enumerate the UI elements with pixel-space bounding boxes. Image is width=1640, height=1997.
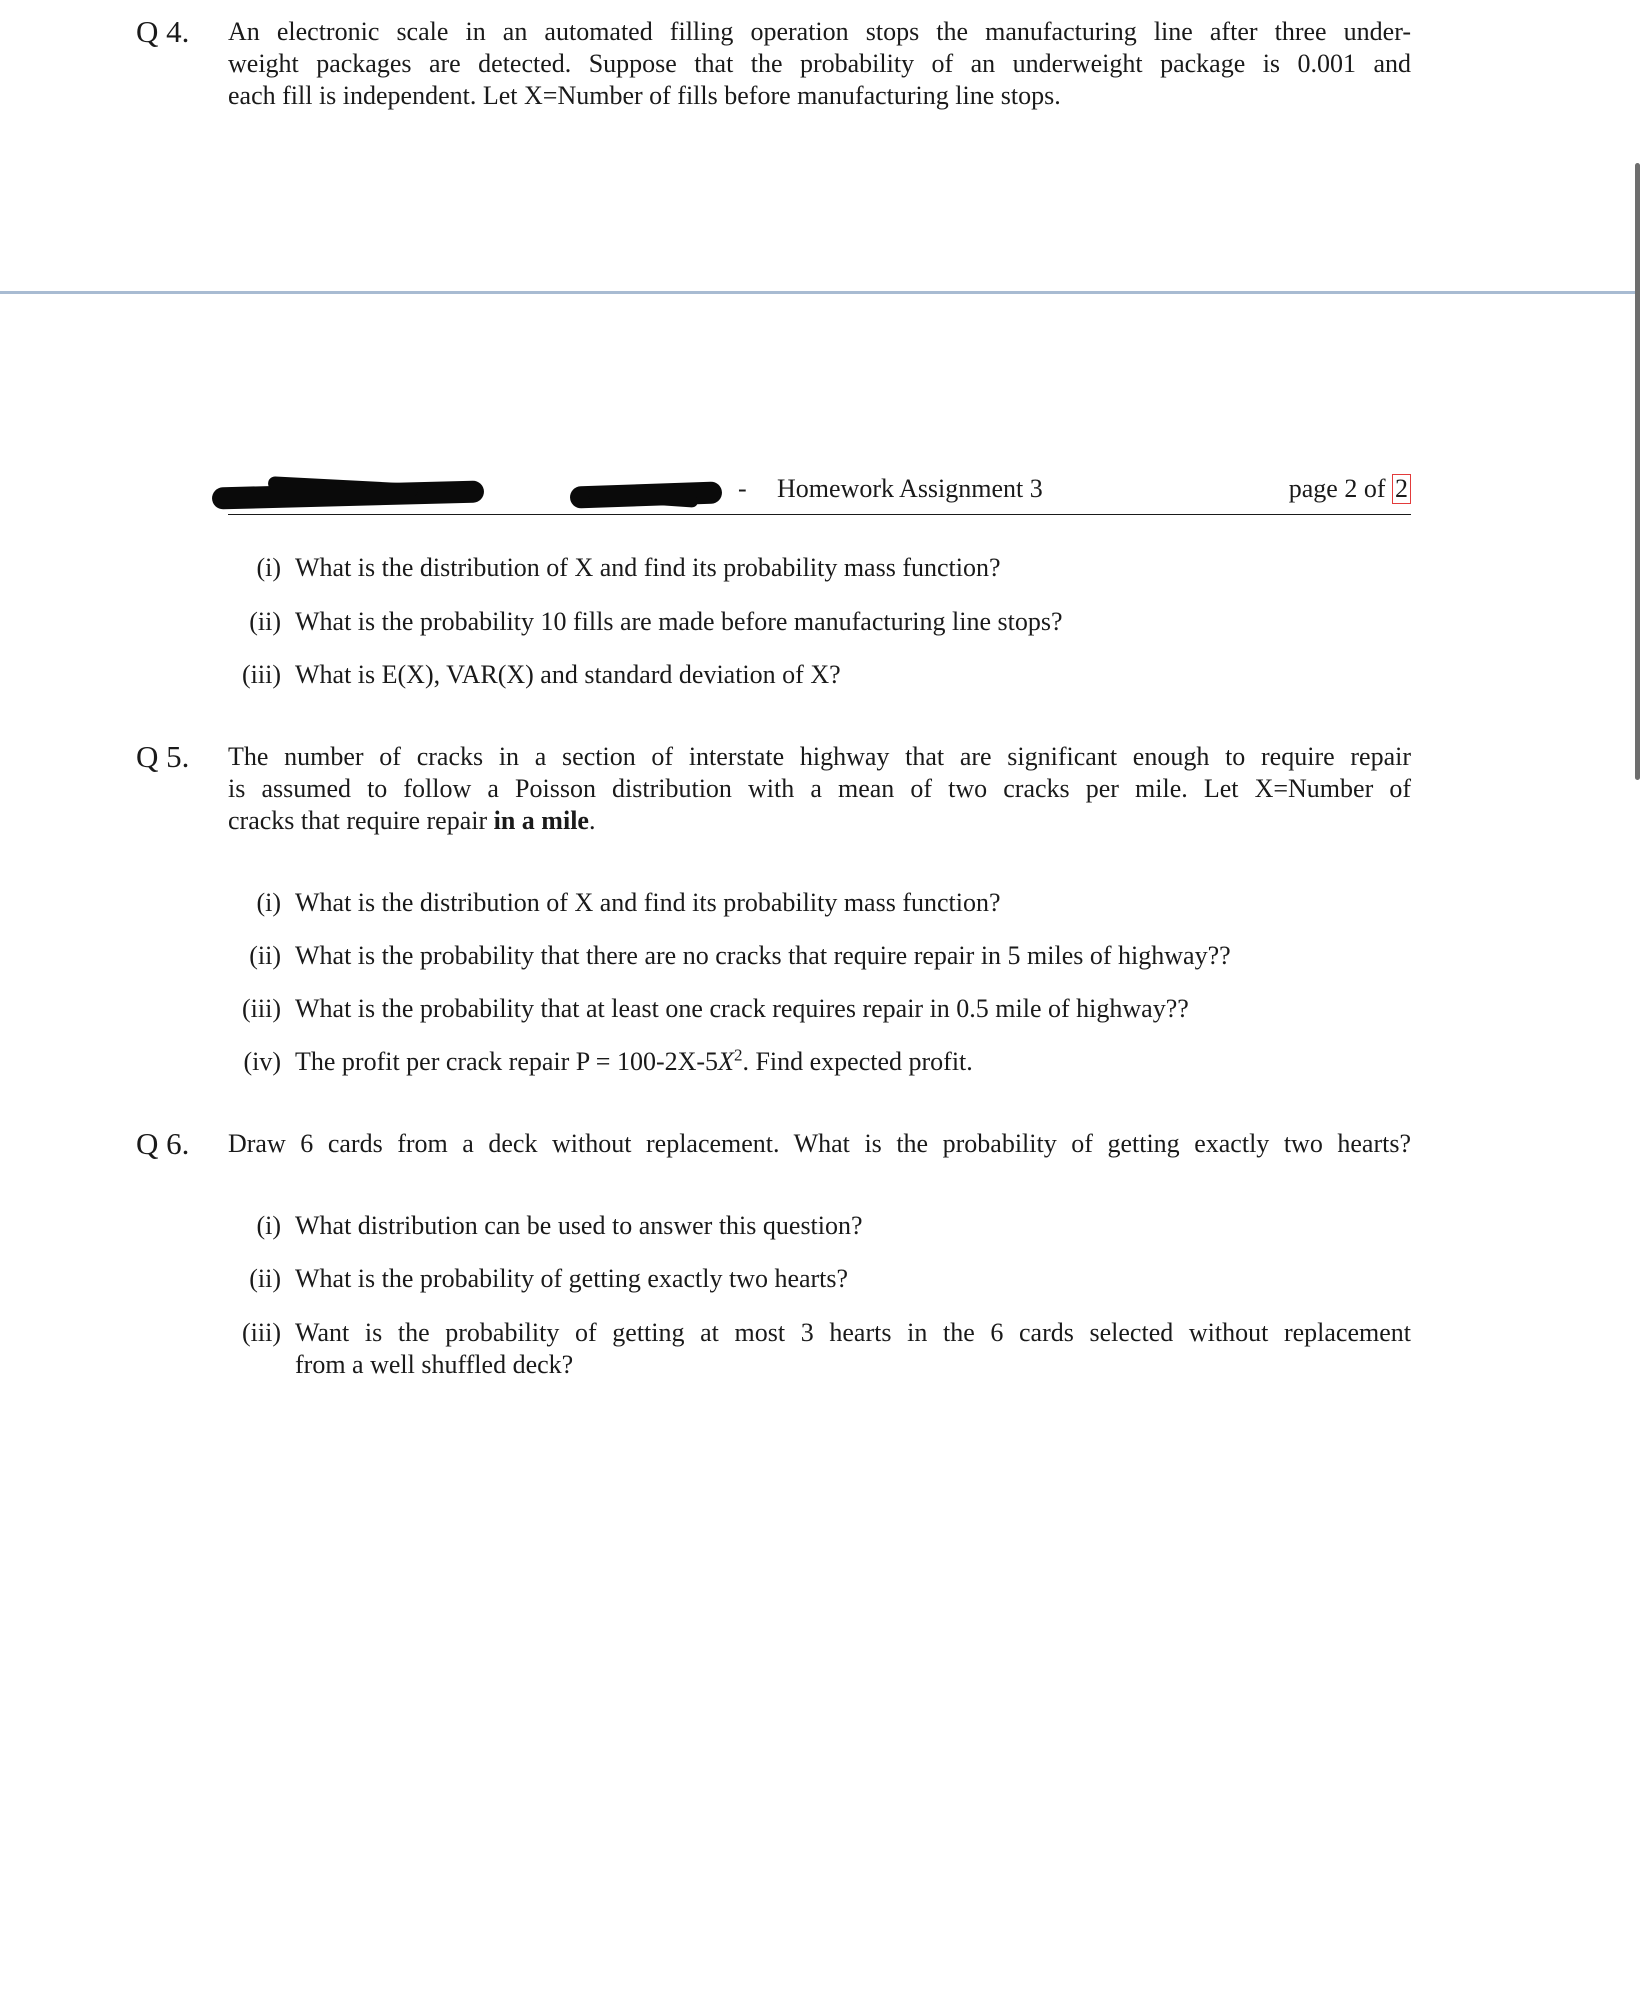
subpart-text: What distribution can be used to answer this question? [295, 1211, 863, 1240]
question-5-label: Q 5. [136, 739, 190, 774]
subpart-text [295, 1046, 1411, 1078]
subpart-text: What is the distribution of X and find its probability mass function? [295, 553, 1001, 582]
subpart-number: (ii) [249, 607, 281, 636]
question-6-label: Q 6. [136, 1126, 190, 1161]
subpart-number: (i) [256, 553, 281, 582]
question-6-text: Draw 6 cards from a deck without replacement. What is the probability of getting exactly two hearts? [228, 1129, 1411, 1158]
profit-formula-variable: X [718, 1047, 734, 1076]
subpart-text-line-1: Want is the probability of getting at most 3 hearts in the 6 cards selected without replacement [295, 1318, 1411, 1347]
subpart-text: What is the distribution of X and find its probability mass function? [295, 888, 1001, 917]
question-4-label: Q 4. [136, 14, 190, 49]
subpart-text: What is the probability that at least one crack requires repair in 0.5 mile of highway?? [295, 994, 1189, 1023]
question-5-line-2: is assumed to follow a Poisson distribution with a mean of two cracks per mile. Let X=Number of [228, 774, 1411, 803]
page-total-link[interactable]: 2 [1392, 474, 1411, 504]
profit-formula-exponent: 2 [733, 1045, 743, 1065]
subpart-number: (iv) [243, 1047, 281, 1076]
subpart-text: What is the probability of getting exactly two hearts? [295, 1264, 849, 1293]
header-dash: - [738, 474, 747, 503]
subpart-text: What is the probability 10 fills are made before manufacturing line stops? [295, 607, 1063, 636]
question-5-emphasis: in a mile [493, 806, 589, 835]
subpart-number: (iii) [242, 1318, 281, 1347]
question-4-line-3: each fill is independent. Let X=Number of fills before manufacturing line stops. [228, 81, 1061, 110]
question-4-line-2: weight packages are detected. Suppose that the probability of an underweight package is 0.001 and [228, 49, 1411, 78]
question-5-text [228, 741, 1411, 837]
page-break-divider [0, 291, 1640, 294]
question-5-line-3-end: . [588, 806, 596, 835]
subpart-number: (i) [256, 1211, 281, 1240]
subpart-number: (i) [256, 888, 281, 917]
question-5-line-3 [228, 805, 1411, 837]
profit-formula-start: The profit per crack repair P = 100-2X-5 [295, 1047, 719, 1076]
question-4-text [228, 16, 1411, 112]
vertical-scrollbar[interactable] [1635, 163, 1640, 780]
subpart-text: What is E(X), VAR(X) and standard deviation of X? [295, 660, 841, 689]
subpart-number: (iii) [242, 660, 281, 689]
question-4-line-1: An electronic scale in an automated filling operation stops the manufacturing line after three under- [228, 17, 1411, 46]
subpart-text-line-2: from a well shuffled deck? [295, 1350, 574, 1379]
subpart-number: (iii) [242, 994, 281, 1023]
subpart-text [295, 1317, 1411, 1381]
header-page-number [1289, 474, 1411, 504]
running-header [228, 470, 1411, 515]
subpart-text: What is the probability that there are no cracks that require repair in 5 miles of highway?? [295, 941, 1231, 970]
profit-formula-end: . Find expected profit. [742, 1047, 973, 1076]
subpart-number: (ii) [249, 1264, 281, 1293]
subpart-number: (ii) [249, 941, 281, 970]
header-title: Homework Assignment 3 [777, 474, 1043, 503]
header-page-prefix: page 2 of [1288, 474, 1392, 503]
question-5-line-3-start: cracks that require repair [228, 806, 494, 835]
question-5-line-1: The number of cracks in a section of interstate highway that are significant enough to require repair [228, 742, 1411, 771]
